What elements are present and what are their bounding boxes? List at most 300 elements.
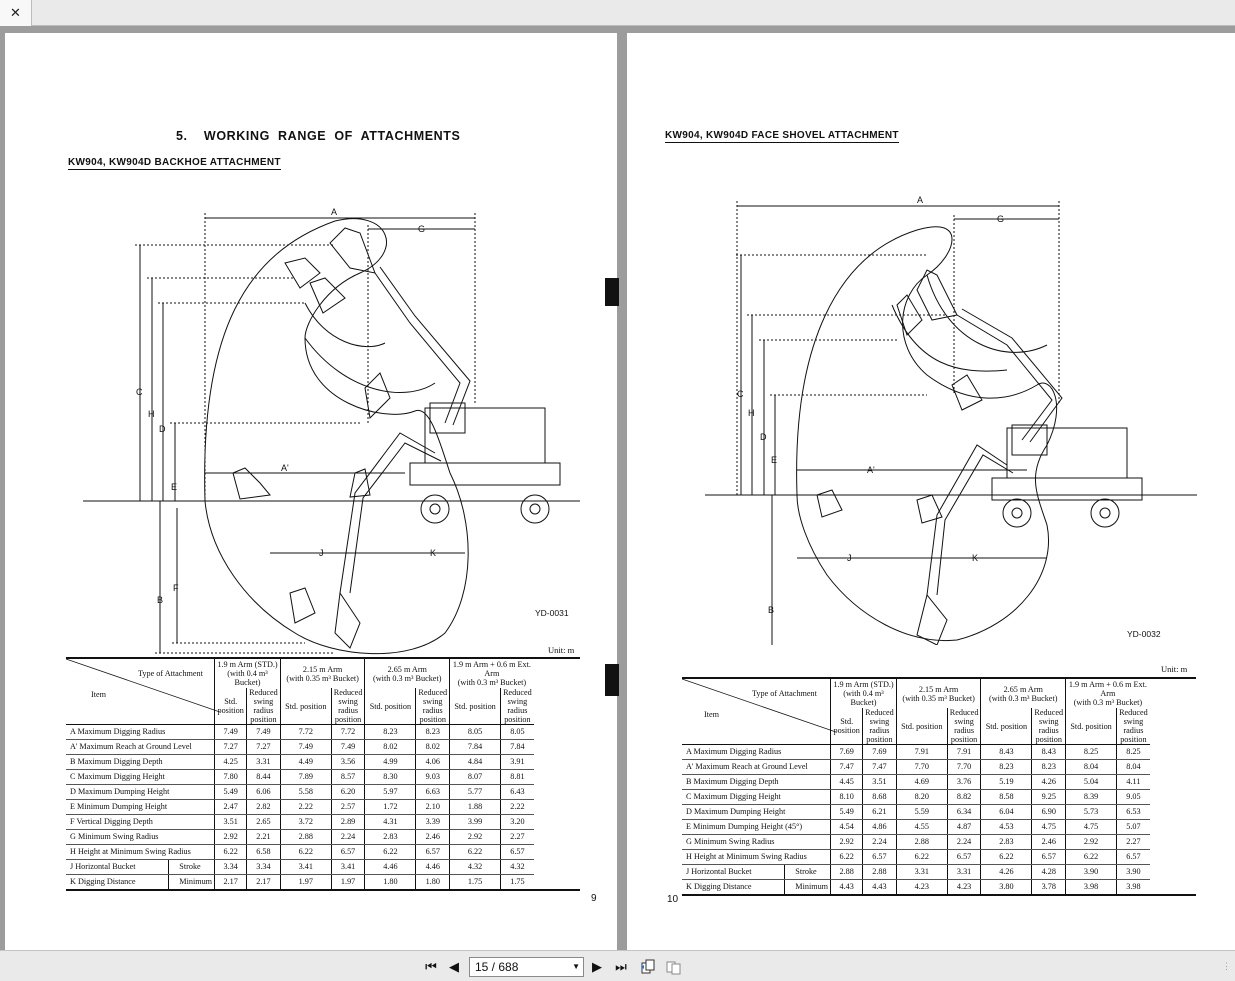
table-cell: 3.51 [215,815,247,830]
column-header-3: 2.65 m Arm (with 0.3 m³ Bucket) [981,678,1066,708]
table-cell: 7.47 [831,760,863,775]
previous-page-button[interactable] [446,959,462,975]
table-cell: 4.84 [450,755,501,770]
table-cell: 6.57 [1032,850,1066,865]
type-item-header-cell [682,678,831,745]
table-cell: 4.23 [947,880,981,895]
item-label: Item [704,710,720,719]
table-row [66,785,580,800]
table-cell: 4.28 [1032,865,1066,880]
row-item-label: C Maximum Digging Height [682,790,831,805]
table-cell: 8.04 [1066,760,1117,775]
table-cell: 2.92 [215,830,247,845]
next-page-button[interactable] [589,959,605,975]
table-cell: 3.41 [280,860,331,875]
table-cell: 1.97 [280,875,331,890]
dimension-labels [737,195,1004,615]
table-cell: 1.80 [416,875,450,890]
table-cell: 5.07 [1117,820,1150,835]
table-cell: 2.22 [501,800,534,815]
single-page-view-button[interactable] [640,959,656,975]
row-item-label: A' Maximum Reach at Ground Level [66,740,215,755]
table-cell: 1.75 [501,875,534,890]
table-cell: 5.49 [831,805,863,820]
table-cell: 6.22 [450,845,501,860]
table-cell: 3.76 [947,775,981,790]
first-page-icon: ⏮ [425,959,437,974]
table-cell: 4.06 [416,755,450,770]
table-row [66,845,580,860]
table-cell: 8.23 [981,760,1032,775]
table-cell: 6.90 [1032,805,1066,820]
table-cell: 9.25 [1032,790,1066,805]
table-cell: 3.20 [501,815,534,830]
table-cell: 2.88 [280,830,331,845]
table-cell: 4.43 [831,880,863,895]
table-cell: 5.77 [450,785,501,800]
table-cell: 7.49 [331,740,365,755]
table-cell: 6.34 [947,805,981,820]
table-cell: 8.04 [1117,760,1150,775]
table-row [682,790,1196,805]
drawing-code: YD-0032 [1127,629,1161,639]
table-cell: 2.92 [1066,835,1117,850]
row-item-label: A' Maximum Reach at Ground Level [682,760,831,775]
dim-label-a: A [917,195,924,205]
table-cell: 4.75 [1032,820,1066,835]
table-body [682,745,1196,895]
row-sub-label: Stroke [169,860,215,875]
type-item-header-cell [66,658,215,725]
dim-label-e: E [771,455,778,465]
face-shovel-subtitle: KW904, KW904D FACE SHOVEL ATTACHMENT [665,130,899,141]
table-cell: 8.30 [365,770,416,785]
table-row [682,820,1196,835]
table-cell: 4.86 [863,820,897,835]
table-cell: 4.32 [450,860,501,875]
previous-page-icon: ◀ [449,959,459,974]
row-item-label: K Digging Distance [66,875,169,890]
table-cell: 6.22 [365,845,416,860]
table-cell: 8.43 [981,745,1032,760]
table-cell: 8.82 [947,790,981,805]
dim-label-d: D [159,424,166,434]
table-cell: 6.53 [1117,805,1150,820]
two-page-view-icon [666,959,682,975]
dim-label-k: K [430,548,437,558]
table-cell: 3.99 [450,815,501,830]
page-title: 5. WORKING RANGE OF ATTACHMENTS [176,129,461,143]
table-row [682,835,1196,850]
dim-label-b: B [157,595,164,605]
table-cell: 4.46 [416,860,450,875]
column-header-2: 2.15 m Arm (with 0.35 m³ Bucket) [896,678,981,708]
table-cell: 8.02 [365,740,416,755]
table-cell: 1.88 [450,800,501,815]
row-item-label: G Minimum Swing Radius [66,830,215,845]
dim-label-g: G [418,224,426,234]
table-cell: 4.69 [896,775,947,790]
table-cell: 3.39 [416,815,450,830]
table-cell: 1.80 [365,875,416,890]
table-cell: 8.57 [331,770,365,785]
rear-wheel [521,495,549,523]
table-cell: 7.84 [450,740,501,755]
row-item-label: A Maximum Digging Radius [682,745,831,760]
table-cell: 2.83 [365,830,416,845]
table-cell: 2.89 [331,815,365,830]
table-cell: 6.22 [1066,850,1117,865]
document-viewport[interactable] [0,26,1235,950]
table-cell: 7.49 [215,725,247,740]
unit-label: Unit: m [1161,664,1188,674]
table-cell: 2.46 [416,830,450,845]
table-cell: 4.43 [863,880,897,895]
subheader-row: Std. position Reduced swing radius position Std. position Reduced swing radius position Std. position Reduced swing radius position Std. position Reduced swing radius position [66,688,580,725]
table-cell: 4.45 [831,775,863,790]
table-row [66,770,580,785]
table-cell: 8.23 [416,725,450,740]
table-cell: 6.57 [947,850,981,865]
page-10 [627,33,1235,950]
table-cell: 3.41 [331,860,365,875]
table-cell: 2.88 [831,865,863,880]
column-header-4: 1.9 m Arm + 0.6 m Ext. Arm (with 0.3 m³ Bucket) [450,658,534,688]
table-cell: 6.57 [416,845,450,860]
table-cell: 3.91 [501,755,534,770]
table-cell: 6.57 [501,845,534,860]
dim-label-c: C [136,387,143,397]
table-cell: 2.46 [1032,835,1066,850]
table-row [682,865,1196,880]
table-cell: 6.58 [247,845,281,860]
close-tab-button[interactable] [0,0,32,26]
column-header-2: 2.15 m Arm (with 0.35 m³ Bucket) [280,658,365,688]
table-cell: 6.04 [981,805,1032,820]
working-envelope [797,227,1057,641]
table-cell: 3.98 [1066,880,1117,895]
table-cell: 8.02 [416,740,450,755]
table-row [66,860,580,875]
table-cell: 7.47 [863,760,897,775]
last-page-button[interactable] [613,959,629,975]
table-cell: 2.17 [247,875,281,890]
table-cell: 6.57 [1117,850,1150,865]
row-item-label: A Maximum Digging Radius [66,725,215,740]
row-item-label: D Maximum Dumping Height [66,785,215,800]
table-cell: 8.07 [450,770,501,785]
table-row [682,745,1196,760]
table-row [66,875,580,890]
table-cell: 3.34 [247,860,281,875]
dim-label-f: F [173,583,179,593]
dim-label-h: H [748,408,755,418]
table-cell: 8.44 [247,770,281,785]
row-sub-label: Stroke [785,865,831,880]
dimension-labels [136,207,436,605]
dim-label-d: D [760,432,767,442]
dim-label-a-prime: A' [867,465,875,475]
table-cell: 6.22 [215,845,247,860]
table-cell: 6.22 [981,850,1032,865]
table-cell: 2.88 [896,835,947,850]
table-cell: 2.24 [863,835,897,850]
table-cell: 8.10 [831,790,863,805]
table-cell: 8.58 [981,790,1032,805]
dim-label-a: A [331,207,338,217]
table-cell: 7.27 [215,740,247,755]
table-cell: 4.55 [896,820,947,835]
page-edge-marker [605,664,619,696]
row-sub-label: Minimum [785,880,831,895]
row-item-label: F Vertical Digging Depth [66,815,215,830]
dim-label-g: G [997,214,1005,224]
table-cell: 5.97 [365,785,416,800]
table-cell: 4.87 [947,820,981,835]
row-item-label: B Maximum Digging Depth [66,755,215,770]
type-of-attachment-label: Type of Attachment [752,689,817,698]
table-cell: 1.75 [450,875,501,890]
table-cell: 2.27 [501,830,534,845]
table-cell: 4.26 [1032,775,1066,790]
row-item-label: C Maximum Digging Height [66,770,215,785]
face-shovel-spec-table [682,677,1196,896]
page-number: 10 [667,894,679,905]
page-9 [5,33,617,950]
table-cell: 7.49 [280,740,331,755]
table-cell: 7.69 [831,745,863,760]
front-wheel [1003,499,1031,527]
page-navigation-bar [0,950,1235,981]
column-header-4: 1.9 m Arm + 0.6 m Ext. Arm (with 0.3 m³ Bucket) [1066,678,1150,708]
dim-label-j: J [319,548,324,558]
table-cell: 2.47 [215,800,247,815]
row-item-label: E Minimum Dumping Height [66,800,215,815]
table-cell: 8.20 [896,790,947,805]
table-cell: 4.25 [215,755,247,770]
table-cell: 2.10 [416,800,450,815]
table-cell: 2.92 [450,830,501,845]
row-item-label: J Horizontal Bucket [682,865,785,880]
table-cell: 3.90 [1117,865,1150,880]
single-page-view-icon [640,959,656,975]
first-page-button[interactable] [423,959,439,975]
rear-wheel [1091,499,1119,527]
row-item-label: D Maximum Dumping Height [682,805,831,820]
resize-grip-icon[interactable]: ⋮ [1222,961,1231,971]
table-row [682,805,1196,820]
table-cell: 8.23 [1032,760,1066,775]
drawing-code: YD-0031 [535,608,569,618]
table-cell: 6.57 [331,845,365,860]
table-cell: 3.80 [981,880,1032,895]
row-item-label: B Maximum Digging Depth [682,775,831,790]
table-cell: 5.58 [280,785,331,800]
two-page-view-button[interactable] [666,959,682,975]
row-item-label: H Height at Minimum Swing Radius [682,850,831,865]
table-row [682,775,1196,790]
table-cell: 3.72 [280,815,331,830]
table-cell: 7.49 [247,725,281,740]
table-row [682,850,1196,865]
table-cell: 8.05 [450,725,501,740]
column-header-1: 1.9 m Arm (STD.) (with 0.4 m³ Bucket) [831,678,897,708]
row-item-label: K Digging Distance [682,880,785,895]
table-cell: 3.56 [331,755,365,770]
table-cell: 8.23 [365,725,416,740]
table-row [682,880,1196,895]
table-cell: 7.91 [947,745,981,760]
column-header-3: 2.65 m Arm (with 0.3 m³ Bucket) [365,658,450,688]
tab-bar [0,0,1235,26]
table-cell: 2.82 [247,800,281,815]
table-body [66,725,580,890]
table-cell: 8.68 [863,790,897,805]
table-cell: 4.46 [365,860,416,875]
table-cell: 3.31 [947,865,981,880]
page-edge-marker [605,278,619,306]
table-row [66,830,580,845]
page-number-select[interactable] [469,957,584,977]
table-row [66,755,580,770]
table-cell: 2.65 [247,815,281,830]
table-row [66,725,580,740]
boom-lowered [340,433,435,593]
backhoe-spec-table [66,657,580,891]
table-cell: 9.05 [1117,790,1150,805]
table-cell: 2.83 [981,835,1032,850]
table-cell: 2.92 [831,835,863,850]
row-item-label: G Minimum Swing Radius [682,835,831,850]
table-cell: 4.53 [981,820,1032,835]
table-cell: 3.31 [247,755,281,770]
column-header-1: 1.9 m Arm (STD.) (with 0.4 m³ Bucket) [215,658,281,688]
last-page-icon: ⏭ [615,959,627,974]
table-cell: 6.22 [896,850,947,865]
table-row [66,815,580,830]
table-row [66,800,580,815]
dim-label-b: B [768,605,775,615]
table-cell: 9.03 [416,770,450,785]
table-cell: 3.31 [896,865,947,880]
close-icon: ✕ [10,5,21,20]
dim-label-h: H [148,409,155,419]
unit-label: Unit: m [548,645,575,655]
row-item-label: E Minimum Dumping Height (45°) [682,820,831,835]
table-cell: 2.88 [863,865,897,880]
table-row [66,740,580,755]
table-cell: 8.81 [501,770,534,785]
table-cell: 3.34 [215,860,247,875]
table-cell: 2.24 [947,835,981,850]
table-cell: 7.91 [896,745,947,760]
table-cell: 1.72 [365,800,416,815]
table-cell: 4.99 [365,755,416,770]
table-cell: 2.57 [331,800,365,815]
table-cell: 8.25 [1117,745,1150,760]
table-cell: 4.32 [501,860,534,875]
table-cell: 2.21 [247,830,281,845]
next-page-icon: ▶ [592,959,602,974]
table-cell: 7.70 [896,760,947,775]
backhoe-subtitle: KW904, KW904D BACKHOE ATTACHMENT [68,157,281,168]
table-cell: 4.49 [280,755,331,770]
table-cell: 5.04 [1066,775,1117,790]
front-wheel [421,495,449,523]
table-cell: 8.43 [1032,745,1066,760]
working-envelope [205,219,469,654]
page-indicator: 15 / 688 [475,960,519,974]
table-cell: 2.22 [280,800,331,815]
table-cell: 8.39 [1066,790,1117,805]
face-shovel-working-range-drawing [627,145,1235,645]
subheader-row: Std. position Reduced swing radius position Std. position Reduced swing radius position Std. position Reduced swing radius position Std. position Reduced swing radius position [682,708,1196,745]
table-cell: 4.75 [1066,820,1117,835]
row-item-label: H Height at Minimum Swing Radius [66,845,215,860]
table-cell: 2.17 [215,875,247,890]
table-cell: 1.97 [331,875,365,890]
table-cell: 4.11 [1117,775,1150,790]
table-cell: 6.22 [831,850,863,865]
dim-label-c: C [737,389,744,399]
table-cell: 7.72 [280,725,331,740]
table-cell: 6.06 [247,785,281,800]
table-cell: 6.63 [416,785,450,800]
table-cell: 5.73 [1066,805,1117,820]
table-cell: 7.69 [863,745,897,760]
table-cell: 4.54 [831,820,863,835]
table-cell: 6.43 [501,785,534,800]
table-cell: 8.05 [501,725,534,740]
row-item-label: J Horizontal Bucket [66,860,169,875]
dim-label-a-prime: A' [281,463,289,473]
table-cell: 5.49 [215,785,247,800]
table-cell: 6.21 [863,805,897,820]
table-cell: 7.89 [280,770,331,785]
dim-label-e: E [171,482,178,492]
backhoe-working-range-drawing [5,173,617,663]
table-cell: 3.78 [1032,880,1066,895]
table-cell: 8.25 [1066,745,1117,760]
chevron-down-icon: ▼ [572,962,580,971]
dim-label-k: K [972,553,979,563]
table-cell: 4.26 [981,865,1032,880]
table-cell: 7.80 [215,770,247,785]
table-cell: 4.31 [365,815,416,830]
table-cell: 5.59 [896,805,947,820]
type-of-attachment-label: Type of Attachment [138,669,203,678]
table-cell: 6.57 [863,850,897,865]
table-cell: 3.51 [863,775,897,790]
table-cell: 5.19 [981,775,1032,790]
table-cell: 3.98 [1117,880,1150,895]
row-sub-label: Minimum [169,875,215,890]
table-cell: 3.90 [1066,865,1117,880]
table-cell: 2.24 [331,830,365,845]
table-row [682,760,1196,775]
table-cell: 7.27 [247,740,281,755]
item-label: Item [91,690,107,699]
table-cell: 6.22 [280,845,331,860]
table-cell: 7.84 [501,740,534,755]
table-cell: 4.23 [896,880,947,895]
page-number: 9 [591,893,597,904]
table-cell: 7.72 [331,725,365,740]
table-cell: 7.70 [947,760,981,775]
dim-label-j: J [847,553,852,563]
table-cell: 2.27 [1117,835,1150,850]
excavator-body [425,408,545,463]
